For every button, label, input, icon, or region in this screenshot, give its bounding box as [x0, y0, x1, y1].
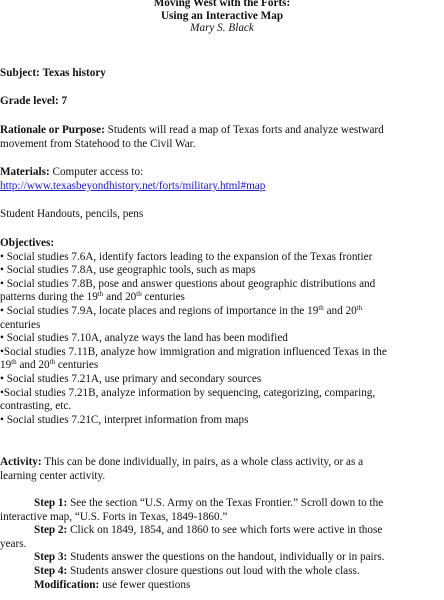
activity-section — [0, 456, 444, 483]
rationale-text-2: movement from Statehood to the Civil War. — [0, 137, 196, 150]
step-2-text: Click on 1849, 1854, and 1860 to see which forts were active in those — [70, 524, 383, 537]
subject-value: Texas history — [42, 67, 106, 79]
objective-item — [0, 305, 444, 319]
objective-item: •Social studies 7.11B, analyze how immigration and migration influenced Texas in the — [0, 345, 387, 358]
subject-line — [0, 67, 444, 81]
step-4-label: Step 4: — [34, 564, 68, 577]
handouts-line: Student Handouts, pencils, pens — [0, 208, 144, 220]
rationale-label: Rationale or Purpose: — [0, 124, 105, 136]
title-line-2: Using an Interactive Map — [160, 9, 284, 22]
objective-item-continued — [0, 359, 444, 373]
objective-text: and 20 — [19, 359, 50, 372]
step-1-text-continued: interactive map, “U.S. Forts in Texas, 1849-1860.” — [0, 510, 228, 523]
superscript: th — [49, 358, 56, 367]
objectives-label: Objectives: — [0, 237, 55, 249]
step-3-label: Step 3: — [34, 551, 68, 564]
step-2-label: Step 2: — [34, 524, 68, 537]
objective-item-continued: contrasting, etc. — [0, 400, 72, 413]
objective-item-continued: centuries — [0, 318, 41, 331]
objective-text: centuries — [144, 291, 185, 304]
grade-value: 7 — [61, 95, 68, 107]
objective-item: • Social studies 7.6A, identify factors leading to the expansion of the Texas frontier — [0, 250, 373, 263]
superscript: th — [356, 303, 363, 312]
materials-link[interactable]: http://www.texasbeyondhistory.net/forts/military.html#map — [0, 179, 266, 192]
objective-text: and 20 — [106, 291, 137, 304]
title-line-1: Moving West with the Forts: — [153, 0, 291, 9]
rationale-text-1: Students will read a map of Texas forts and analyze westward — [107, 124, 384, 136]
objective-item: •Social studies 7.21B, analyze information by sequencing, categorizing, comparing, — [0, 386, 376, 399]
step-1-label: Step 1: — [34, 497, 68, 509]
modification-label: Modification: — [34, 578, 100, 591]
objective-text: patterns during the 19 — [0, 291, 98, 304]
rationale-section — [0, 124, 444, 151]
grade-label: Grade level: — [0, 95, 59, 107]
superscript: th — [318, 303, 324, 312]
steps-section — [0, 497, 444, 592]
objective-item-continued — [0, 291, 444, 305]
objective-item: • Social studies 7.8A, use geographic tools, such as maps — [0, 264, 256, 277]
objectives-section — [0, 237, 444, 427]
step-2-text-continued: years. — [0, 537, 27, 550]
activity-text-2: learning center activity. — [0, 469, 106, 482]
author: Mary S. Black — [190, 22, 254, 34]
superscript: th — [97, 290, 104, 299]
grade-line — [0, 95, 444, 109]
objective-item: • Social studies 7.8B, pose and answer questions about geographic distributions and — [0, 277, 376, 290]
step-4-text: Students answer closure questions out loud with the whole class. — [70, 564, 360, 577]
subject-label: Subject: — [0, 67, 40, 79]
objective-text: and 20 — [326, 304, 357, 317]
document-header — [0, 0, 444, 35]
materials-label: Materials: — [0, 166, 50, 178]
superscript: th — [11, 358, 17, 367]
objective-text: • Social studies 7.9A, locate places and regions of importance in the 19 — [0, 304, 319, 317]
modification-text: use fewer questions — [102, 578, 191, 591]
objective-text: 19 — [0, 359, 12, 372]
materials-text: Computer access to: — [52, 166, 144, 178]
objective-text: centuries — [57, 359, 99, 372]
step-1-text: See the section “U.S. Army on the Texas Frontier.” Scroll down to the — [70, 497, 384, 509]
superscript: th — [136, 290, 142, 299]
objective-item: • Social studies 7.10A, analyze ways the land has been modified — [0, 332, 288, 345]
activity-label: Activity: — [0, 456, 42, 468]
objective-item: • Social studies 7.21C, interpret information from maps — [0, 413, 249, 426]
materials-section — [0, 166, 444, 193]
step-3-text: Students answer the questions on the handout, individually or in pairs. — [70, 551, 385, 564]
activity-text-1: This can be done individually, in pairs, as a whole class activity, or as a — [44, 456, 364, 468]
objective-item: • Social studies 7.21A, use primary and secondary sources — [0, 372, 262, 385]
